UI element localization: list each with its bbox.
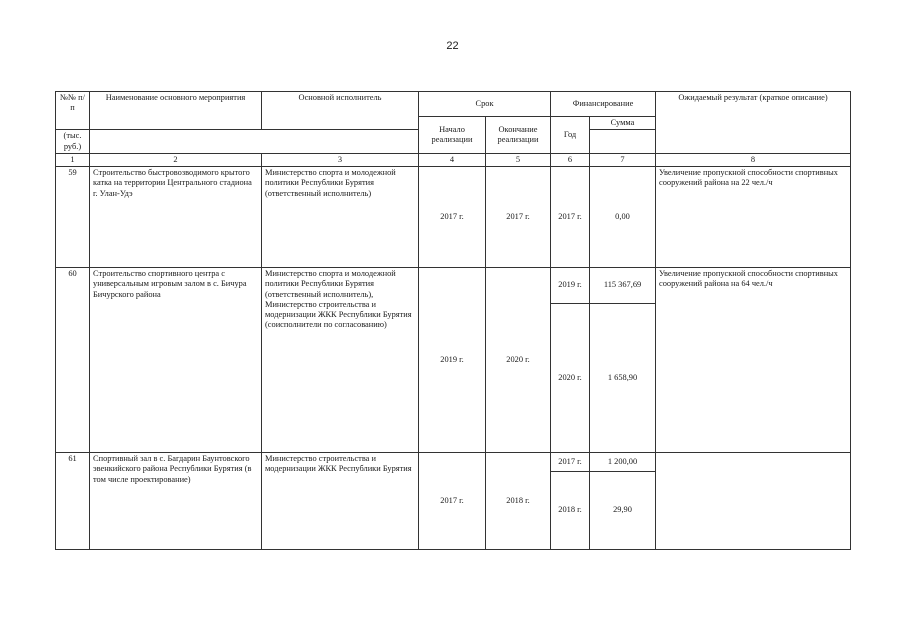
row-end: 2020 г. [486,268,551,453]
column-number: 8 [656,153,851,166]
row-start: 2017 г. [419,453,486,550]
column-numbers-row [56,153,851,166]
header-name: Наименование основного мероприятия [90,92,262,130]
row-fin-sum: 115 367,69 [590,268,656,304]
column-number: 6 [551,153,590,166]
row-fin-year: 2017 г. [551,167,590,268]
header-financing: Финансирование [551,92,656,117]
header-fin-unit: (тыс. руб.) [56,130,90,154]
row-result [656,453,851,550]
row-fin-year: 2019 г. [551,268,590,304]
row-fin-year: 2020 г. [551,304,590,453]
header-num: №№ п/п [56,92,90,130]
header-executor: Основной исполнитель [262,92,419,130]
row-executor: Министерство строительства и модернизации ЖКК Республики Бурятия [262,453,419,550]
header-term-start: Начало реализации [419,117,486,154]
column-number: 2 [90,153,262,166]
row-start: 2019 г. [419,268,486,453]
row-fin-sum: 1 658,90 [590,304,656,453]
row-name: Спортивный зал в с. Багдарин Баунтовского эвенкийского района Республики Бурятия (в том числе проектирование) [90,453,262,550]
row-fin-year: 2017 г. [551,453,590,472]
table-row [56,453,851,472]
table-row [56,268,851,304]
column-number: 3 [262,153,419,166]
page-number: 22 [446,40,459,52]
row-num: 61 [56,453,90,550]
activities-table [55,91,851,550]
row-end: 2018 г. [486,453,551,550]
row-result: Увеличение пропускной способности спортивных сооружений района на 64 чел./ч [656,268,851,453]
header-fin-year: Год [551,117,590,154]
column-number: 4 [419,153,486,166]
header-fin-sum: Сумма [590,117,656,130]
header-term-end: Окончание реализации [486,117,551,154]
row-num: 59 [56,167,90,268]
column-number: 5 [486,153,551,166]
row-fin-sum: 1 200,00 [590,453,656,472]
row-start: 2017 г. [419,167,486,268]
row-num: 60 [56,268,90,453]
header-term: Срок [419,92,551,117]
column-number: 7 [590,153,656,166]
row-end: 2017 г. [486,167,551,268]
row-fin-sum: 0,00 [590,167,656,268]
row-fin-year: 2018 г. [551,472,590,550]
row-name: Строительство быстровозводимого крытого катка на территории Центрального стадиона г. Улан-Удэ [90,167,262,268]
table-row [56,167,851,268]
row-executor: Министерство спорта и молодежной политики Республики Бурятия (ответственный исполнитель) [262,167,419,268]
header-result: Ожидаемый результат (краткое описание) [656,92,851,154]
column-number: 1 [56,153,90,166]
row-name: Строительство спортивного центра с универсальным игровым залом в с. Бичура Бичурского района [90,268,262,453]
row-result: Увеличение пропускной способности спортивных сооружений района на 22 чел./ч [656,167,851,268]
row-executor: Министерство спорта и молодежной политики Республики Бурятия (ответственный исполнитель), Министерство строительства и модернизации ЖКК Республики Бурятия (соисполнители по согласованию) [262,268,419,453]
row-fin-sum: 29,90 [590,472,656,550]
